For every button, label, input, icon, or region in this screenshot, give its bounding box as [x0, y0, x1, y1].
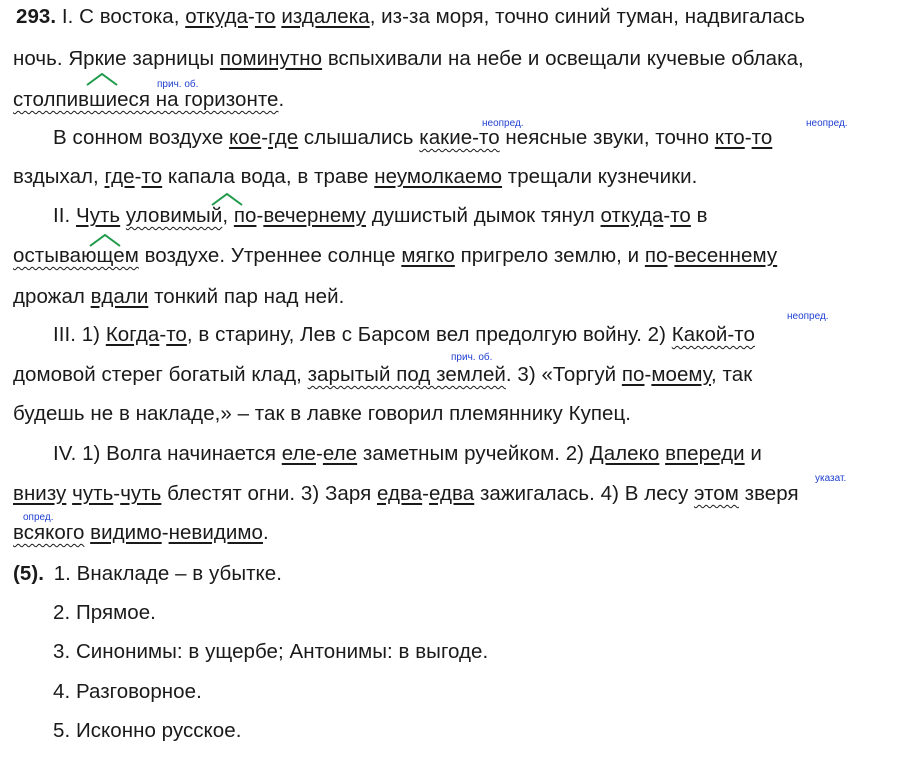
text-line — [13, 244, 900, 268]
text-run: , из-за моря, точно синий туман, надвигалась — [369, 5, 806, 28]
text-run: заметным ручейком. 2) — [357, 442, 590, 465]
text-run: В сонном воздухе — [53, 126, 230, 149]
underlined-word: Чуть — [75, 204, 121, 227]
underlined-word: кое — [229, 126, 262, 149]
line-content — [13, 47, 804, 70]
text-run: , так — [711, 363, 753, 386]
wavy-underlined-phrase: Какой-то — [671, 323, 755, 346]
line-content — [53, 126, 772, 149]
text-run: слышались — [298, 126, 420, 149]
text-run: - — [159, 323, 167, 346]
text-run: - — [134, 165, 142, 188]
text-run: - — [744, 126, 752, 149]
line-content — [53, 442, 762, 465]
wavy-underlined-phrase: уловимый — [125, 204, 223, 227]
underlined-word: издалека — [281, 5, 370, 28]
text-run: . — [262, 521, 269, 544]
underlined-word: то — [254, 5, 276, 28]
underlined-word: то — [141, 165, 163, 188]
text-run: , — [222, 204, 234, 227]
note-label: неопред. — [787, 311, 829, 322]
text-run: домовой стерег богатый клад, — [13, 363, 308, 386]
line-content — [13, 88, 284, 111]
note-label: опред. — [23, 512, 54, 523]
text-line — [13, 482, 900, 506]
underlined-word: видимо — [90, 521, 162, 544]
text-run: блестят огни. 3) Заря — [161, 482, 377, 505]
underlined-word: чуть — [72, 482, 114, 505]
underlined-word: Когда — [105, 323, 160, 346]
text-line — [13, 165, 900, 189]
underlined-word: по — [621, 363, 645, 386]
text-run: III. 1) — [53, 323, 106, 346]
text-run: . — [278, 88, 285, 111]
text-run: зверя — [738, 482, 799, 505]
text-run: II. — [53, 204, 76, 227]
text-run: вздыхал, — [13, 165, 105, 188]
task-marker: (5). — [13, 562, 44, 585]
underlined-word: едва — [429, 482, 475, 505]
answer-item: 3. Синонимы: в ущербе; Антонимы: в выгоде. — [53, 640, 489, 663]
underlined-word: то — [670, 204, 691, 227]
underlined-word: внизу — [13, 482, 67, 505]
line-content — [53, 204, 708, 227]
text-run: I. С востока, — [56, 5, 186, 28]
text-line — [13, 88, 900, 112]
line-content — [13, 244, 777, 267]
underlined-word: вдали — [90, 285, 149, 308]
underlined-word: едва — [376, 482, 423, 505]
underlined-word: моему — [651, 363, 712, 386]
text-line — [53, 126, 900, 150]
underlined-word: то — [166, 323, 187, 346]
underlined-word: где — [268, 126, 299, 149]
text-run: вспыхивали на небе и освещали кучевые облака, — [322, 47, 804, 70]
text-run: трещали кузнечики. — [502, 165, 698, 188]
text-line — [13, 47, 900, 71]
answer-line — [13, 562, 893, 586]
line-content — [13, 402, 631, 425]
text-run: - — [667, 244, 675, 267]
underlined-word: откуда — [185, 5, 249, 28]
note-label: прич. об. — [157, 79, 199, 90]
text-run: - — [261, 126, 269, 149]
text-run: IV. 1) Волга начинается — [53, 442, 282, 465]
answer-item: 4. Разговорное. — [53, 680, 202, 703]
line-content — [56, 5, 805, 28]
text-run: дрожал — [13, 285, 91, 308]
text-run: пригрело землю, и — [454, 244, 645, 267]
note-label: неопред. — [806, 118, 848, 129]
underlined-word: еле — [322, 442, 358, 465]
text-line — [53, 323, 900, 347]
answer-line — [53, 601, 893, 625]
underlined-word: где — [104, 165, 135, 188]
text-run: в — [690, 204, 708, 227]
text-line — [13, 363, 900, 387]
exercise-number: 293. — [16, 5, 57, 28]
text-run: , в старину, Лев с Барсом вел предолгую войну. 2) — [186, 323, 672, 346]
text-run: - — [316, 442, 323, 465]
text-line — [13, 402, 900, 426]
wavy-underlined-phrase: остывающем — [13, 244, 139, 267]
text-run: воздухе. Утреннее солнце — [138, 244, 402, 267]
underlined-word: весеннему — [674, 244, 778, 267]
line-content — [53, 323, 755, 346]
suffix-arc-mark — [85, 70, 119, 88]
answer-line — [53, 680, 893, 704]
text-run: зажигалась. 4) В лесу — [474, 482, 695, 505]
text-run: - — [644, 363, 652, 386]
text-line — [53, 204, 900, 228]
wavy-underlined-phrase: какие-то — [419, 126, 500, 149]
underlined-word: кто — [714, 126, 745, 149]
text-run: - — [161, 521, 169, 544]
text-run: - — [113, 482, 121, 505]
underlined-word: откуда — [600, 204, 664, 227]
suffix-arc-mark — [88, 231, 122, 249]
text-run: тонкий пар над ней. — [148, 285, 345, 308]
text-line — [16, 5, 900, 29]
note-label: указат. — [815, 473, 847, 484]
underlined-word: неумолкаемо — [374, 165, 503, 188]
text-run: . 3) «Торгуй — [505, 363, 622, 386]
text-run: будешь не в накладе,» – так в лавке говорил племяннику Купец. — [13, 402, 632, 425]
underlined-word: мягко — [401, 244, 455, 267]
underlined-word: чуть — [120, 482, 162, 505]
underlined-word: впереди — [665, 442, 745, 465]
answer-item: 2. Прямое. — [53, 601, 156, 624]
underlined-word: то — [751, 126, 773, 149]
line-content — [13, 521, 269, 544]
text-run: - — [663, 204, 671, 227]
answer-line — [53, 640, 893, 664]
text-run: - — [256, 204, 264, 227]
underlined-word: по — [644, 244, 668, 267]
line-content — [13, 165, 697, 188]
wavy-underlined-phrase: этом — [694, 482, 739, 505]
text-line — [13, 285, 900, 309]
note-label: прич. об. — [451, 352, 493, 363]
line-content — [13, 363, 752, 386]
text-run: - — [248, 5, 255, 28]
underlined-word: по — [233, 204, 257, 227]
text-line — [13, 521, 900, 545]
text-line — [53, 442, 900, 466]
underlined-word: вечернему — [263, 204, 366, 227]
text-run: капала вода, в траве — [162, 165, 375, 188]
underlined-word: Далеко — [589, 442, 660, 465]
wavy-underlined-phrase: столпившиеся на горизонте — [13, 88, 279, 111]
answer-item: 1. Внакладе – в убытке. — [53, 562, 282, 585]
text-run: неясные звуки, точно — [499, 126, 715, 149]
underlined-word: поминутно — [219, 47, 323, 70]
note-label: неопред. — [482, 118, 524, 129]
underlined-word: невидимо — [168, 521, 263, 544]
suffix-arc-mark — [210, 190, 244, 208]
text-run: ночь. Яркие зарницы — [13, 47, 220, 70]
answer-line — [53, 719, 893, 743]
line-content — [13, 285, 344, 308]
wavy-underlined-phrase: всякого — [13, 521, 85, 544]
text-run: душистый дымок тянул — [365, 204, 601, 227]
line-content — [13, 482, 799, 505]
text-run: - — [422, 482, 430, 505]
text-run: и — [744, 442, 762, 465]
wavy-underlined-phrase: зарытый под землей — [307, 363, 506, 386]
underlined-word: еле — [281, 442, 316, 465]
answer-item: 5. Исконно русское. — [53, 719, 242, 742]
